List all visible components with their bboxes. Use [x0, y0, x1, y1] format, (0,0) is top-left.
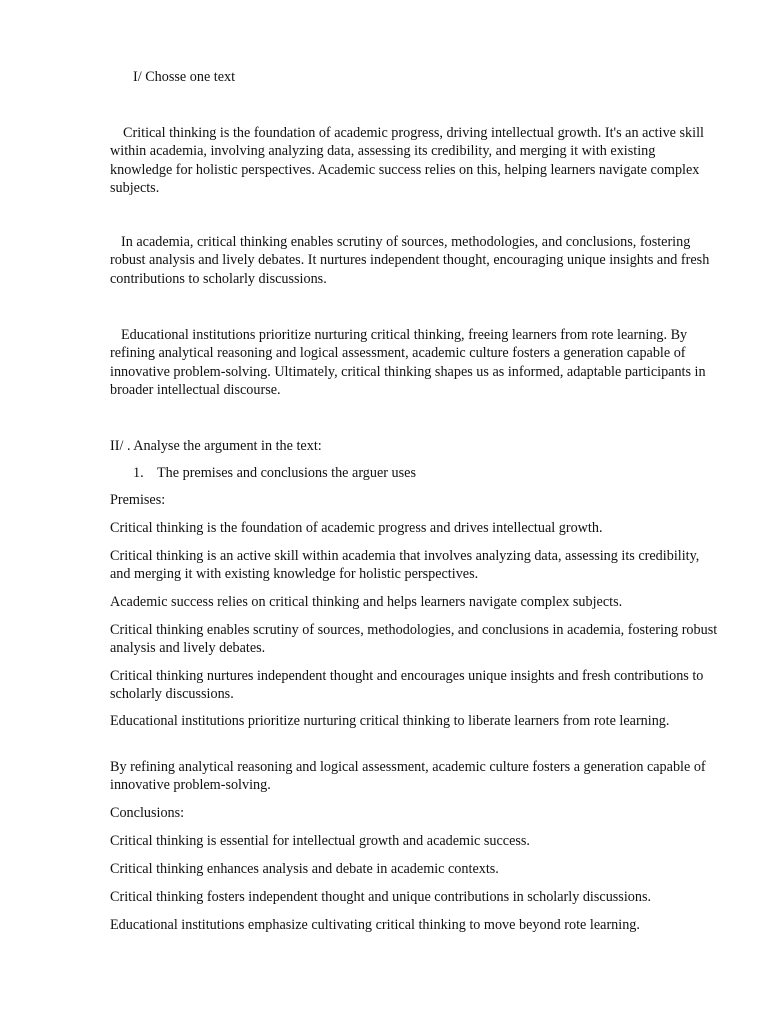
list-item-text: The premises and conclusions the arguer uses	[157, 465, 416, 481]
text-paragraph-3: Educational institutions prioritize nurturing critical thinking, freeing learners from rote learning. By refining analytical reasoning and logical assessment, academic culture fosters a generation capable of innovative problem-solving. Ultimately, critical thinking shapes us as informed, adaptable participants in broader intellectual discourse.	[110, 327, 706, 398]
premise-item: By refining analytical reasoning and logical assessment, academic culture fosters a generation capable of innovative problem-solving.	[110, 759, 706, 794]
premise-item: Critical thinking is an active skill within academia that involves analyzing data, assessing its credibility, and merging it with existing knowledge for holistic perspectives.	[110, 548, 700, 583]
premise-item: Critical thinking is the foundation of academic progress and drives intellectual growth.	[110, 520, 603, 536]
conclusion-item: Critical thinking is essential for intellectual growth and academic success.	[110, 833, 530, 849]
text-paragraph-2: In academia, critical thinking enables scrutiny of sources, methodologies, and conclusions, fostering robust analysis and lively debates. It nurtures independent thought, encouraging unique insights and fresh contributions to scholarly discussions.	[110, 234, 710, 287]
premises-label: Premises:	[110, 492, 166, 508]
conclusion-item: Educational institutions emphasize cultivating critical thinking to move beyond rote learning.	[110, 917, 640, 933]
conclusion-item: Critical thinking fosters independent thought and unique contributions in scholarly discussions.	[110, 889, 652, 905]
premise-item: Academic success relies on critical thinking and helps learners navigate complex subjects.	[110, 594, 623, 610]
premise-item: Critical thinking nurtures independent thought and encourages unique insights and fresh contributions to scholarly discussions.	[110, 668, 704, 703]
list-item	[133, 464, 416, 482]
text-paragraph-1: Critical thinking is the foundation of academic progress, driving intellectual growth. It's an active skill within academia, involving analyzing data, assessing its credibility, and merging it with existing knowledge for holistic perspectives. Academic success relies on this, helping learners navigate complex subjects.	[110, 125, 704, 196]
section-1-heading: I/ Chosse one text	[133, 69, 236, 85]
conclusions-label: Conclusions:	[110, 805, 185, 821]
list-item-number: 1.	[133, 465, 144, 481]
conclusion-item: Critical thinking enhances analysis and debate in academic contexts.	[110, 861, 499, 877]
section-2-heading: II/ . Analyse the argument in the text:	[110, 438, 322, 454]
premise-item: Educational institutions prioritize nurturing critical thinking to liberate learners from rote learning.	[110, 713, 670, 729]
premise-item: Critical thinking enables scrutiny of sources, methodologies, and conclusions in academia, fostering robust analysis and lively debates.	[110, 622, 718, 657]
